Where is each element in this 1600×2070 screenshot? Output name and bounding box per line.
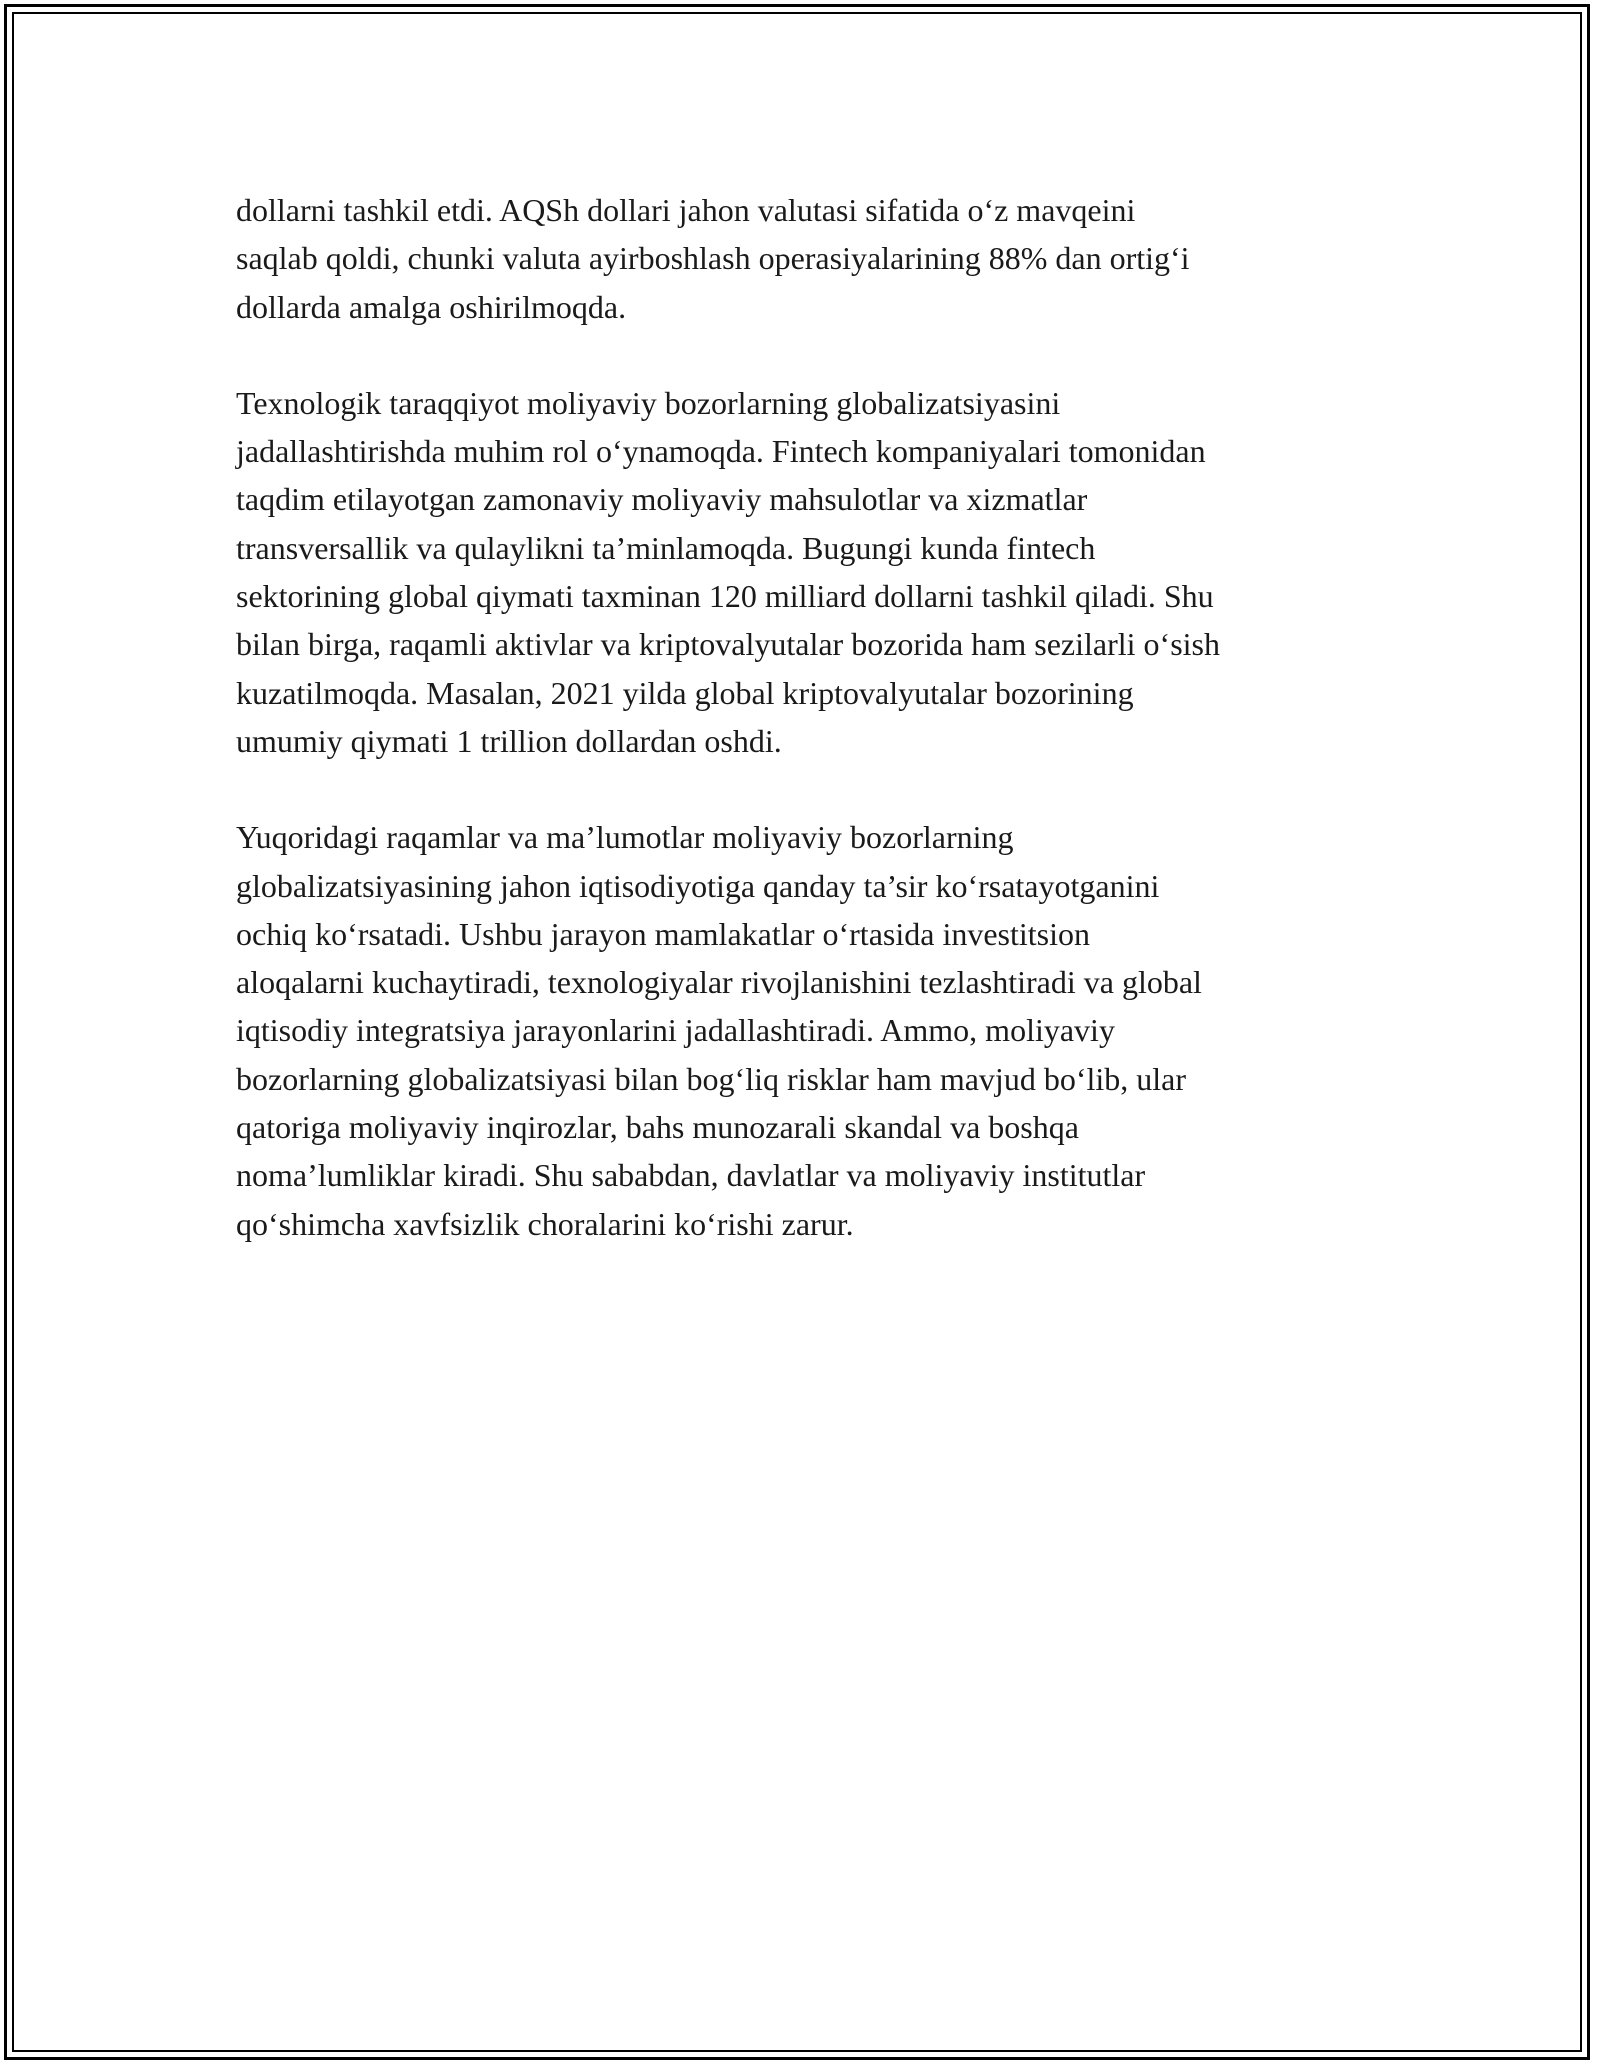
- paragraph-2: Texnologik taraqqiyot moliyaviy bozorlarning globalizatsiyasini jadallashtirishda muhim rol o‘ynamoqda. Fintech kompaniyalari tomonidan taqdim etilayotgan zamonaviy moliyaviy mahsulotlar va xizmatlar transversallik va qulaylikni ta’minlamoqda. Bugungi kunda fintech sektorining global qiymati taxminan 120 milliard dollarni tashkil qiladi. Shu bilan birga, raqamli aktivlar va kriptovalyutalar bozorida ham sezilarli o‘sish kuzatilmoqda. Masalan, 2021 yilda global kriptovalyutalar bozorining umumiy qiymati 1 trillion dollardan oshdi.: [236, 384, 1220, 759]
- document-body: [236, 186, 1376, 1296]
- paragraph-1: dollarni tashkil etdi. AQSh dollari jahon valutasi sifatida o‘z mavqeini saqlab qoldi, chunki valuta ayirboshlash operasiyalarining 88% dan ortig‘i dollarda amalga oshirilmoqda.: [236, 192, 1190, 325]
- paragraph-3: Yuqoridagi raqamlar va ma’lumotlar moliyaviy bozorlarning globalizatsiyasining jahon iqtisodiyotiga qanday ta’sir ko‘rsatayotganini ochiq ko‘rsatadi. Ushbu jarayon mamlakatlar o‘rtasida investitsion aloqalarni kuchaytiradi, texnologiyalar rivojlanishini tezlashtiradi va global iqtisodiy integratsiya jarayonlarini jadallashtiradi. Ammo, moliyaviy bozorlarning globalizatsiyasi bilan bog‘liq risklar ham mavjud bo‘lib, ular qatoriga moliyaviy inqirozlar, bahs munozarali skandal va boshqa noma’lumliklar kiradi. Shu sababdan, davlatlar va moliyaviy institutlar qo‘shimcha xavfsizlik choralarini ko‘rishi zarur.: [236, 819, 1202, 1242]
